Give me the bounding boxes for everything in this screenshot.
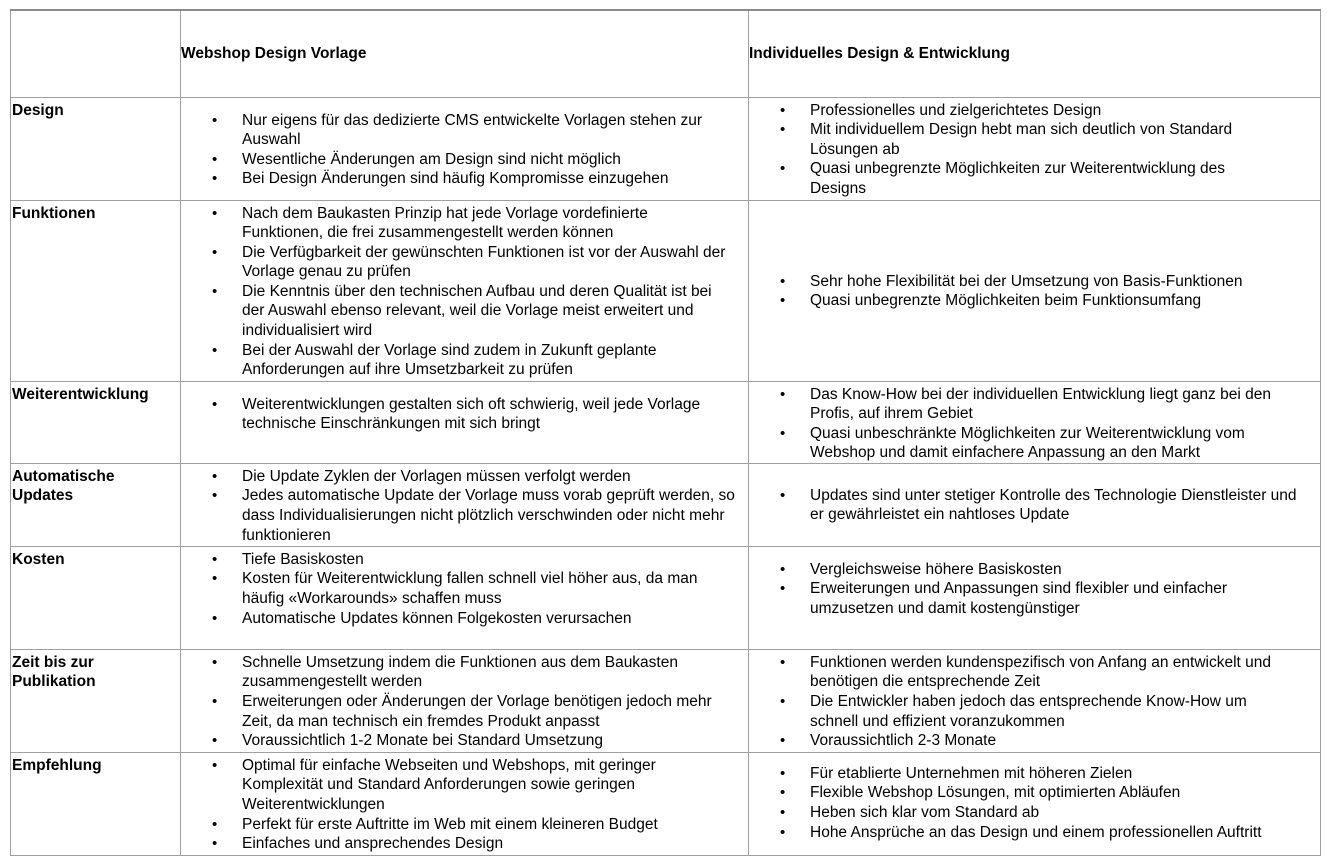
list-item: • Jedes automatische Update der Vorlage muss vorab geprüft werden, so dass Individualisierungen nicht plötzlich verschwinden oder nicht mehr funktionieren: [242, 486, 737, 545]
table-row-zeit: [11, 649, 1321, 752]
list-item: • Quasi unbeschränkte Möglichkeiten zur Weiterentwicklung vom Webshop und damit einfachere Anpassung an den Markt: [810, 424, 1290, 463]
list-item: • Perfekt für erste Auftritte im Web mit einem kleineren Budget: [242, 815, 748, 835]
table-row-design: [11, 97, 1321, 200]
cell-custom-weiterentwicklung: [749, 381, 1321, 463]
list-template-weiterentwicklung: [181, 395, 748, 434]
list-custom-funktionen: [749, 272, 1320, 311]
list-item: • Kosten für Weiterentwicklung fallen schnell viel höher aus, da man häufig «Workarounds» schaffen muss: [242, 569, 742, 608]
list-custom-empfehlung: [749, 764, 1320, 842]
cell-custom-funktionen: [749, 200, 1321, 381]
row-label-funktionen: Funktionen: [11, 200, 181, 381]
list-item: • Quasi unbegrenzte Möglichkeiten beim Funktionsumfang: [810, 291, 1320, 311]
cell-custom-empfehlung: [749, 752, 1321, 855]
list-item: • Nach dem Baukasten Prinzip hat jede Vorlage vordefinierte Funktionen, die frei zusammengestellt werden können: [242, 204, 672, 243]
list-item: • Für etablierte Unternehmen mit höheren Zielen: [810, 764, 1320, 784]
list-item: • Flexible Webshop Lösungen, mit optimierten Abläufen: [810, 783, 1320, 803]
cell-template-funktionen: [181, 200, 749, 381]
list-item: • Nur eigens für das dedizierte CMS entwickelte Vorlagen stehen zur Auswahl: [242, 111, 742, 150]
list-custom-updates: [749, 486, 1320, 525]
cell-custom-design: [749, 97, 1321, 200]
list-item: • Die Update Zyklen der Vorlagen müssen verfolgt werden: [242, 467, 748, 487]
list-template-design: [181, 111, 748, 189]
cell-template-design: [181, 97, 749, 200]
list-template-updates: [181, 467, 748, 545]
list-item: • Wesentliche Änderungen am Design sind nicht möglich: [242, 150, 748, 170]
table-row-empfehlung: [11, 752, 1321, 855]
row-label-kosten: Kosten: [11, 546, 181, 649]
header-cell-template: Webshop Design Vorlage: [181, 10, 749, 97]
header-row: [11, 10, 1321, 97]
list-item: • Voraussichtlich 1-2 Monate bei Standard Umsetzung: [242, 731, 748, 751]
list-custom-design: [749, 101, 1320, 199]
list-item: • Die Entwickler haben jedoch das entsprechende Know-How um schnell und effizient voranzukommen: [810, 692, 1290, 731]
row-label-updates: Automatische Updates: [11, 463, 181, 546]
table-row-funktionen: [11, 200, 1321, 381]
cell-template-kosten: [181, 546, 749, 649]
cell-template-updates: [181, 463, 749, 546]
list-template-zeit: [181, 653, 748, 751]
row-label-zeit: Zeit bis zur Publikation: [11, 649, 181, 752]
table-row-weiterentwicklung: [11, 381, 1321, 463]
list-item: • Updates sind unter stetiger Kontrolle des Technologie Dienstleister und er gewährleistet ein nahtloses Update: [810, 486, 1300, 525]
comparison-table: [10, 9, 1321, 856]
list-item: • Einfaches und ansprechendes Design: [242, 834, 748, 854]
list-item: • Automatische Updates können Folgekosten verursachen: [242, 609, 748, 629]
list-item: • Bei Design Änderungen sind häufig Kompromisse einzugehen: [242, 169, 748, 189]
list-item: • Hohe Ansprüche an das Design und einem professionellen Auftritt: [810, 823, 1320, 843]
cell-template-zeit: [181, 649, 749, 752]
header-cell-empty: [11, 10, 181, 97]
list-custom-zeit: [749, 653, 1320, 751]
list-item: • Quasi unbegrenzte Möglichkeiten zur Weiterentwicklung des Designs: [810, 159, 1280, 198]
list-custom-kosten: [749, 560, 1320, 619]
list-item: • Voraussichtlich 2-3 Monate: [810, 731, 1320, 751]
header-cell-custom: Individuelles Design & Entwicklung: [749, 10, 1321, 97]
list-item: • Die Verfügbarkeit der gewünschten Funktionen ist vor der Auswahl der Vorlage genau zu prüfen: [242, 243, 742, 282]
table-row-kosten: [11, 546, 1321, 649]
list-item: • Vergleichsweise höhere Basiskosten: [810, 560, 1320, 580]
list-item: • Professionelles und zielgerichtetes Design: [810, 101, 1320, 121]
cell-custom-zeit: [749, 649, 1321, 752]
cell-template-empfehlung: [181, 752, 749, 855]
list-item: • Das Know-How bei der individuellen Entwicklung liegt ganz bei den Profis, auf ihrem Gebiet: [810, 385, 1310, 424]
row-label-empfehlung: Empfehlung: [11, 752, 181, 855]
row-label-design: Design: [11, 97, 181, 200]
cell-custom-kosten: [749, 546, 1321, 649]
row-label-weiterentwicklung: Weiterentwicklung: [11, 381, 181, 463]
list-custom-weiterentwicklung: [749, 385, 1320, 463]
list-item: • Bei der Auswahl der Vorlage sind zudem in Zukunft geplante Anforderungen auf ihre Umsetzbarkeit zu prüfen: [242, 341, 702, 380]
cell-template-weiterentwicklung: [181, 381, 749, 463]
list-item: • Funktionen werden kundenspezifisch von Anfang an entwickelt und benötigen die entsprechende Zeit: [810, 653, 1310, 692]
list-item: • Schnelle Umsetzung indem die Funktionen aus dem Baukasten zusammengestellt werden: [242, 653, 722, 692]
list-item: • Die Kenntnis über den technischen Aufbau und deren Qualität ist bei der Auswahl ebenso relevant, weil die Vorlage meist erweitert und individualisiert wird: [242, 282, 732, 341]
list-template-funktionen: [181, 204, 748, 380]
list-item: • Weiterentwicklungen gestalten sich oft schwierig, weil jede Vorlage technische Einschränkungen mit sich bringt: [242, 395, 742, 434]
list-item: • Erweiterungen und Anpassungen sind flexibler und einfacher umzusetzen und damit kostengünstiger: [810, 579, 1280, 618]
list-item: • Sehr hohe Flexibilität bei der Umsetzung von Basis-Funktionen: [810, 272, 1320, 292]
list-template-kosten: [181, 550, 748, 628]
list-item: • Optimal für einfache Webseiten und Webshops, mit geringer Komplexität und Standard Anforderungen sowie geringen Weiterentwicklungen: [242, 756, 702, 815]
table-row-updates: [11, 463, 1321, 546]
list-item: • Tiefe Basiskosten: [242, 550, 748, 570]
cell-custom-updates: [749, 463, 1321, 546]
list-item: • Mit individuellem Design hebt man sich deutlich von Standard Lösungen ab: [810, 120, 1280, 159]
list-template-empfehlung: [181, 756, 748, 854]
list-item: • Erweiterungen oder Änderungen der Vorlage benötigen jedoch mehr Zeit, da man technisch ein fremdes Produkt anpasst: [242, 692, 722, 731]
list-item: • Heben sich klar vom Standard ab: [810, 803, 1320, 823]
